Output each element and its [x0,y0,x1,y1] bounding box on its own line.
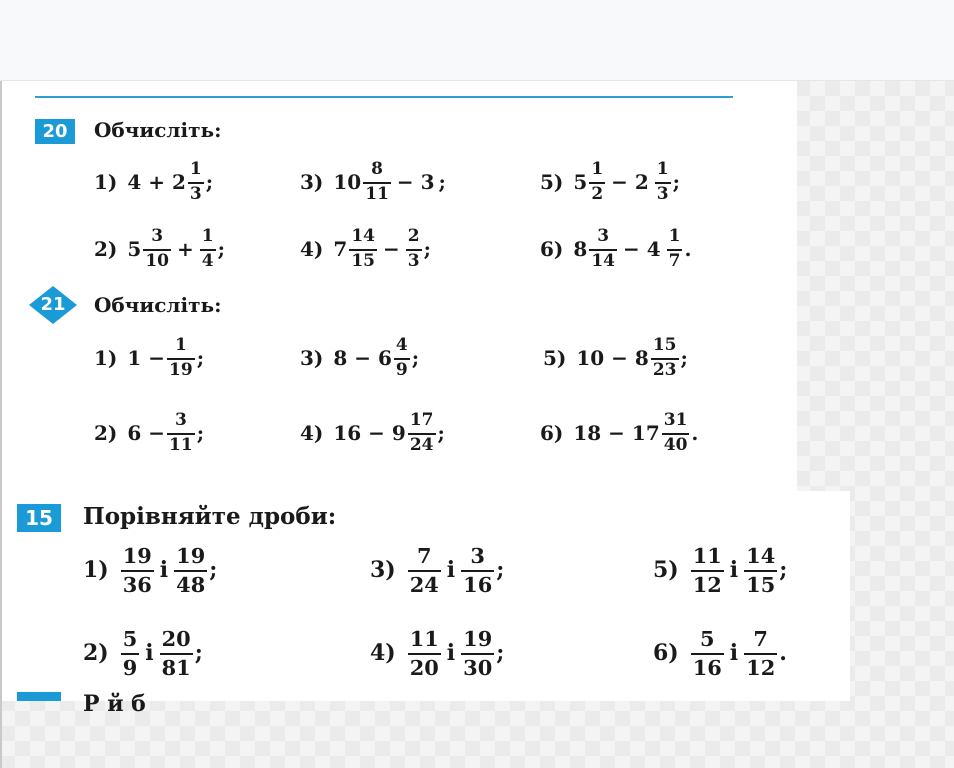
numerator: 1 [591,158,604,179]
fraction [363,158,391,204]
exercise-title-21: Обчисліть: [94,293,222,317]
numerator: 3 [174,409,187,430]
exercise-15-item-4 [370,623,504,683]
numerator: 1 [201,225,214,246]
exercise-badge-21 [28,285,78,325]
section-divider [35,96,733,98]
denominator: 11 [169,434,193,455]
fraction [394,334,410,380]
punctuation: ; [423,237,431,261]
numerator: 5 [699,625,715,651]
item-number: 3) [300,346,324,370]
item-number: 5) [653,557,679,583]
item-number: 4) [370,640,396,666]
numerator: 19 [122,542,152,568]
expr-text: 5 [573,170,588,194]
denominator: 19 [169,359,193,380]
denominator: 30 [463,654,493,680]
numerator: 17 [409,409,434,430]
exercise-21-item-2 [94,403,204,463]
operator: − 3 [396,170,435,194]
numerator: 19 [463,625,493,651]
fraction [143,225,171,271]
denominator: 24 [409,434,434,455]
punctuation: ; [205,170,214,194]
fraction [174,542,207,597]
conjunction: і [446,640,456,666]
punctuation: ; [196,421,205,445]
item-number: 2) [94,237,118,261]
conjunction: і [729,557,739,583]
punctuation: ; [196,346,205,370]
exercise-20-item-1 [94,152,213,212]
denominator: 3 [189,183,202,204]
punctuation: ; [496,640,505,666]
numerator: 20 [161,625,191,651]
expr-text: 10 [333,170,362,194]
denominator: 9 [122,654,138,680]
denominator: 23 [652,359,677,380]
conjunction: і [729,640,739,666]
exercise-15-item-6 [653,623,787,683]
expr-text: 1 − [127,346,166,370]
operator: + [176,237,194,261]
punctuation: ; [680,346,688,370]
numerator: 4 [395,334,408,355]
denominator: 11 [365,183,389,204]
expr-text: 5 [127,237,142,261]
numerator: 2 [407,225,420,246]
denominator: 20 [409,654,439,680]
numerator: 15 [652,334,677,355]
exercise-badge-cutoff [17,692,61,701]
numerator: 14 [746,542,776,568]
fraction [691,625,724,680]
item-number: 6) [540,237,564,261]
expr-text: 4 + 2 [127,170,186,194]
exercise-20-item-3 [300,152,446,212]
fraction [655,158,671,204]
denominator: 24 [409,571,439,597]
fraction [691,542,724,597]
item-number: 3) [370,557,396,583]
expr-text: 6 − [127,421,166,445]
exercise-title-15: Порівняйте дроби: [83,503,337,530]
exercise-15-item-2 [83,623,203,683]
exercise-20-item-4 [300,219,431,279]
exercise-21-item-4 [300,403,445,463]
item-number: 1) [83,557,109,583]
fraction [408,409,436,455]
exercise-20-item-6 [540,219,691,279]
fraction [200,225,216,271]
fraction [408,542,441,597]
exercise-20-item-2 [94,219,225,279]
punctuation: ; [438,170,446,194]
item-number: 2) [83,640,109,666]
fraction [744,625,777,680]
item-number: 4) [300,237,324,261]
numerator: 7 [753,625,768,651]
denominator: 48 [176,571,206,597]
expr-text: 7 [333,237,348,261]
fraction [589,158,605,204]
expr-text: 8 [573,237,588,261]
numerator: 14 [351,225,375,246]
fraction [167,334,195,380]
fraction [121,625,140,680]
denominator: 16 [463,571,493,597]
numerator: 1 [174,334,187,355]
denominator: 7 [668,250,681,271]
punctuation: ; [779,557,788,583]
denominator: 15 [746,571,776,597]
denominator: 14 [591,250,615,271]
numerator: 3 [597,225,610,246]
fraction [406,225,422,271]
exercise-badge-15: 15 [17,504,61,532]
punctuation: ; [672,170,681,194]
denominator: 81 [161,654,191,680]
fraction [744,542,777,597]
numerator: 11 [692,542,722,568]
fraction [349,225,377,271]
fraction [589,225,617,271]
fraction [461,625,494,680]
denominator: 4 [201,250,214,271]
denominator: 12 [692,571,722,597]
denominator: 9 [395,359,408,380]
denominator: 3 [656,183,669,204]
item-number: 5) [543,346,567,370]
exercise-15-item-3 [370,540,504,600]
numerator: 1 [656,158,669,179]
exercise-21-item-1 [94,328,204,388]
exercise-15-item-5 [653,540,787,600]
denominator: 12 [746,654,776,680]
item-number: 4) [300,421,324,445]
item-number: 6) [653,640,679,666]
expr-text: 10 − 8 [576,346,649,370]
fraction [651,334,679,380]
fraction [667,225,683,271]
punctuation: ; [411,346,420,370]
numerator: 19 [176,542,206,568]
fraction [188,158,204,204]
punctuation: ; [217,237,225,261]
expr-text: 16 − 9 [333,421,406,445]
punctuation: . [691,421,699,445]
exercise-badge-20: 20 [35,119,75,144]
item-number: 1) [94,170,118,194]
exercise-21-item-5 [543,328,688,388]
item-number: 5) [540,170,564,194]
numerator: 3 [151,225,164,246]
numerator: 11 [409,625,439,651]
operator: − 2 [611,170,649,194]
fraction [160,625,193,680]
numerator: 7 [416,542,432,568]
exercise-20-item-5 [540,152,680,212]
item-number: 2) [94,421,118,445]
exercise-title-20: Обчисліть: [94,118,222,142]
expr-text: 18 − 17 [573,421,660,445]
denominator: 40 [663,434,688,455]
numerator: 8 [371,158,383,179]
numerator: 1 [668,225,681,246]
fraction [461,542,494,597]
exercise-number: 21 [40,294,66,315]
operator: − [382,237,400,261]
punctuation: . [684,237,692,261]
operator: − 4 [622,237,661,261]
punctuation: ; [194,640,203,666]
item-number: 3) [300,170,324,194]
punctuation: ; [209,557,218,583]
conjunction: і [159,557,169,583]
punctuation: . [779,640,787,666]
conjunction: і [145,640,154,666]
denominator: 36 [122,571,152,597]
exercise-title-cutoff [83,691,146,701]
denominator: 2 [591,183,604,204]
conjunction: і [446,557,456,583]
denominator: 15 [351,250,375,271]
numerator: 3 [470,542,485,568]
item-number: 6) [540,421,564,445]
fraction [167,409,195,455]
denominator: 3 [407,250,420,271]
numerator: 1 [189,158,202,179]
exercise-21-item-6 [540,403,698,463]
top-bar [0,0,954,81]
exercise-15-item-1 [83,540,217,600]
item-number: 1) [94,346,118,370]
denominator: 10 [145,250,169,271]
fraction [662,409,690,455]
fraction [408,625,441,680]
denominator: 16 [692,654,722,680]
exercise-21-item-3 [300,328,419,388]
fraction [121,542,154,597]
punctuation: ; [437,421,445,445]
punctuation: ; [496,557,505,583]
numerator: 31 [663,409,688,430]
numerator: 5 [122,625,138,651]
expr-text: 8 − 6 [333,346,392,370]
